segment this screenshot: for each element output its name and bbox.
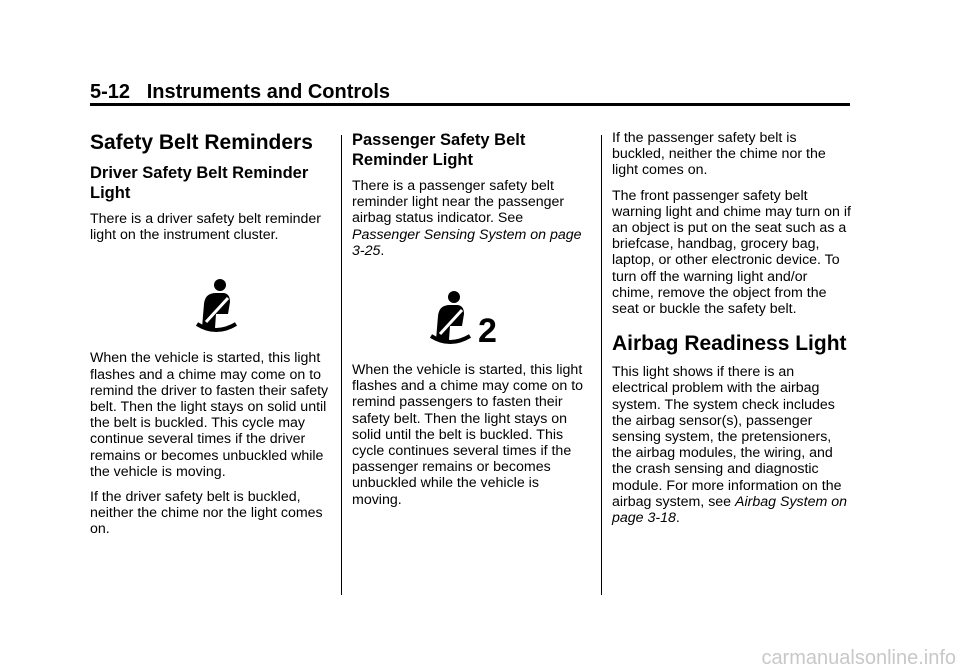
- safety-belt-reminders-heading: Safety Belt Reminders: [90, 131, 313, 154]
- column-3: [612, 130, 852, 535]
- watermark: carmanualsonline.info: [761, 647, 956, 669]
- column-divider-2: [601, 135, 602, 595]
- airbag-readiness-heading: Airbag Readiness Light: [612, 332, 847, 356]
- seatbelt-reminder-icon: [194, 278, 238, 334]
- driver-reminder-cycle: When the vehicle is started, this light flashes and a chime may come on to remind the driver to fasten their safety belt. Then the light stays on solid until the belt is buckled. This cycle may continue several times if the driver remains or becomes unbuckled while the vehicle is moving.: [90, 350, 329, 480]
- driver-belt-icon-area: [90, 252, 330, 350]
- passenger-icon-number: 2: [478, 312, 497, 351]
- section-title: Instruments and Controls: [146, 81, 391, 103]
- page-number: 5-12: [90, 81, 131, 103]
- page-header: [90, 80, 850, 104]
- page-header-title: [90, 80, 850, 104]
- driver-reminder-intro: There is a driver safety belt reminder light on the instrument cluster.: [90, 211, 322, 244]
- airbag-system-reference[interactable]: Airbag System on page 3-18: [612, 493, 848, 527]
- passenger-reminder-heading: Passenger Safety Belt Reminder Light: [352, 131, 526, 169]
- airbag-readiness-body: This light shows if there is an electrical problem with the airbag system. The system check includes the airbag sensor(s), passenger sensing system, the pretensioners, the airbag modules, the wiring, and the crash sensing and diagnostic module. For more information on the airbag system, see: [612, 364, 842, 510]
- ref-period: .: [380, 242, 385, 259]
- passenger-seatbelt-reminder-icon: [428, 290, 472, 346]
- column-2: [352, 130, 592, 517]
- passenger-buckled-text: If the passenger safety belt is buckled, neither the chime nor the light comes on.: [612, 130, 826, 179]
- passenger-reminder-intro: [352, 178, 592, 259]
- passenger-sensing-reference[interactable]: Passenger Sensing System on page 3-25: [352, 226, 582, 259]
- passenger-reminder-cycle: When the vehicle is started, this light flashes and a chime may come on to remind passengers to fasten their safety belt. Then the light stays on solid until the belt is buckled. This cycle continues several times if the passenger remains or becomes unbuckled while the vehicle is moving.: [352, 362, 584, 508]
- driver-reminder-buckled: If the driver safety belt is buckled, neither the chime nor the light comes on.: [90, 489, 323, 538]
- airbag-readiness-text: [612, 364, 852, 526]
- header-rule: [90, 103, 850, 106]
- passenger-reminder-intro-text: There is a passenger safety belt reminder light near the passenger airbag status indicator. See: [352, 178, 565, 227]
- column-divider-1: [341, 135, 342, 595]
- passenger-belt-icon-area: [352, 268, 592, 362]
- airbag-ref-period: .: [675, 510, 680, 527]
- column-1: [90, 130, 330, 547]
- driver-reminder-heading: Driver Safety Belt Reminder Light: [90, 164, 309, 202]
- passenger-object-text: The front passenger safety belt warning light and chime may turn on if an object is put on the seat such as a briefcase, handbag, grocery bag, laptop, or other electronic device. To turn off the warning light and/or chime, remove the object from the seat or buckle the safety belt.: [612, 187, 851, 318]
